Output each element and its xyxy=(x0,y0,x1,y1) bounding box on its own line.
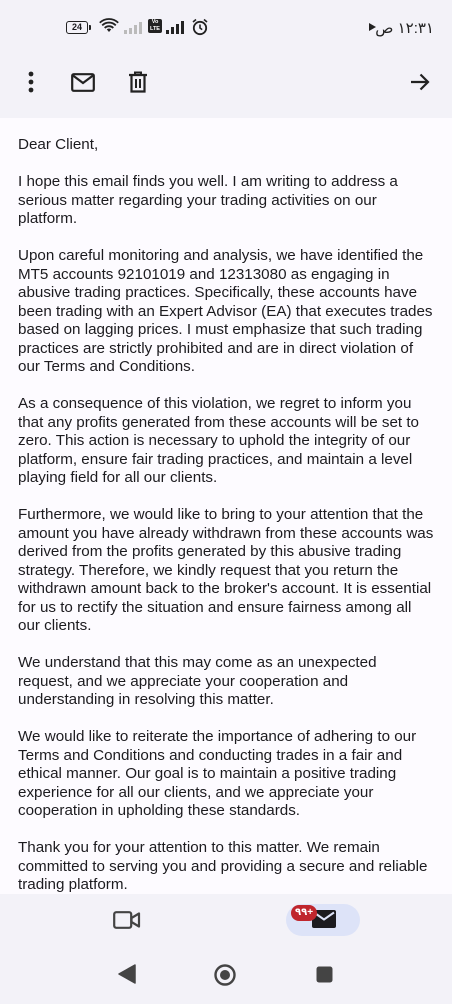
wifi-icon xyxy=(99,18,119,34)
volte-icon: Vo LTE xyxy=(148,19,162,33)
arrow-right-icon xyxy=(410,73,430,91)
paragraph-2: Upon careful monitoring and analysis, we have identified the MT5 accounts 92101019 and 12313080 as engaging in abusive trading practices. Specifically, these accounts have been trading with an Expert Advisor (EA) that executes trades based on lagging prices. I must emphasize that such trading practices are strictly prohibited and are in direct violation of our Terms and Conditions. xyxy=(18,247,433,375)
clock: ١٢:٣١ ص xyxy=(375,20,434,37)
battery-icon: 24 xyxy=(66,21,88,34)
paragraph-4: Furthermore, we would like to bring to your attention that the amount you have already withdrawn from these accounts was derived from the profits generated by this abusive trading strategy. Therefore, we kindly request that you return the withdrawn amount back to the broker's account. It is essential for us to rectify the situation and ensure fairness among all our clients. xyxy=(18,506,434,634)
email-body[interactable] xyxy=(0,118,452,894)
video-camera-icon xyxy=(113,910,141,930)
paragraph-7: Thank you for your attention to this matter. We remain committed to serving you and providing a secure and reliable trading platform. xyxy=(18,839,428,893)
recent-apps-icon[interactable] xyxy=(316,966,333,983)
mail-icon xyxy=(71,73,95,92)
forward-button[interactable] xyxy=(404,66,436,98)
alarm-icon xyxy=(191,18,209,36)
signal-weak-icon xyxy=(124,22,144,34)
status-bar xyxy=(0,0,452,52)
paragraph-5: We understand that this may come as an unexpected request, and we appreciate your cooperation and understanding in resolving this matter. xyxy=(18,654,377,708)
email-toolbar xyxy=(0,52,452,114)
back-icon[interactable] xyxy=(118,964,136,984)
more-vertical-icon xyxy=(28,71,34,93)
home-icon[interactable] xyxy=(214,964,236,986)
bottom-navigation xyxy=(0,894,452,1004)
delete-button[interactable] xyxy=(122,66,154,98)
more-options-button[interactable] xyxy=(15,66,47,98)
trash-icon xyxy=(128,71,148,93)
paragraph-1: I hope this email finds you well. I am writing to address a serious matter regarding your trading activities on our platform. xyxy=(18,173,398,227)
meet-tab[interactable] xyxy=(113,910,145,934)
unread-count-badge: ٩٩+ xyxy=(291,905,317,921)
mark-unread-button[interactable] xyxy=(67,66,99,98)
paragraph-6: We would like to reiterate the importance of adhering to our Terms and Conditions and conducting trades in a fair and ethical manner. Our goal is to maintain a positive trading experience for all our clients, and we appreciate your cooperation in upholding these standards. xyxy=(18,728,417,819)
greeting: Dear Client, xyxy=(18,136,99,153)
signal-strong-icon xyxy=(166,21,186,34)
paragraph-3: As a consequence of this violation, we regret to inform you that any profits generated from these accounts will be set to zero. This action is necessary to uphold the integrity of our platform, ensure fair trading practices, and maintain a level playing field for all our clients. xyxy=(18,395,420,486)
